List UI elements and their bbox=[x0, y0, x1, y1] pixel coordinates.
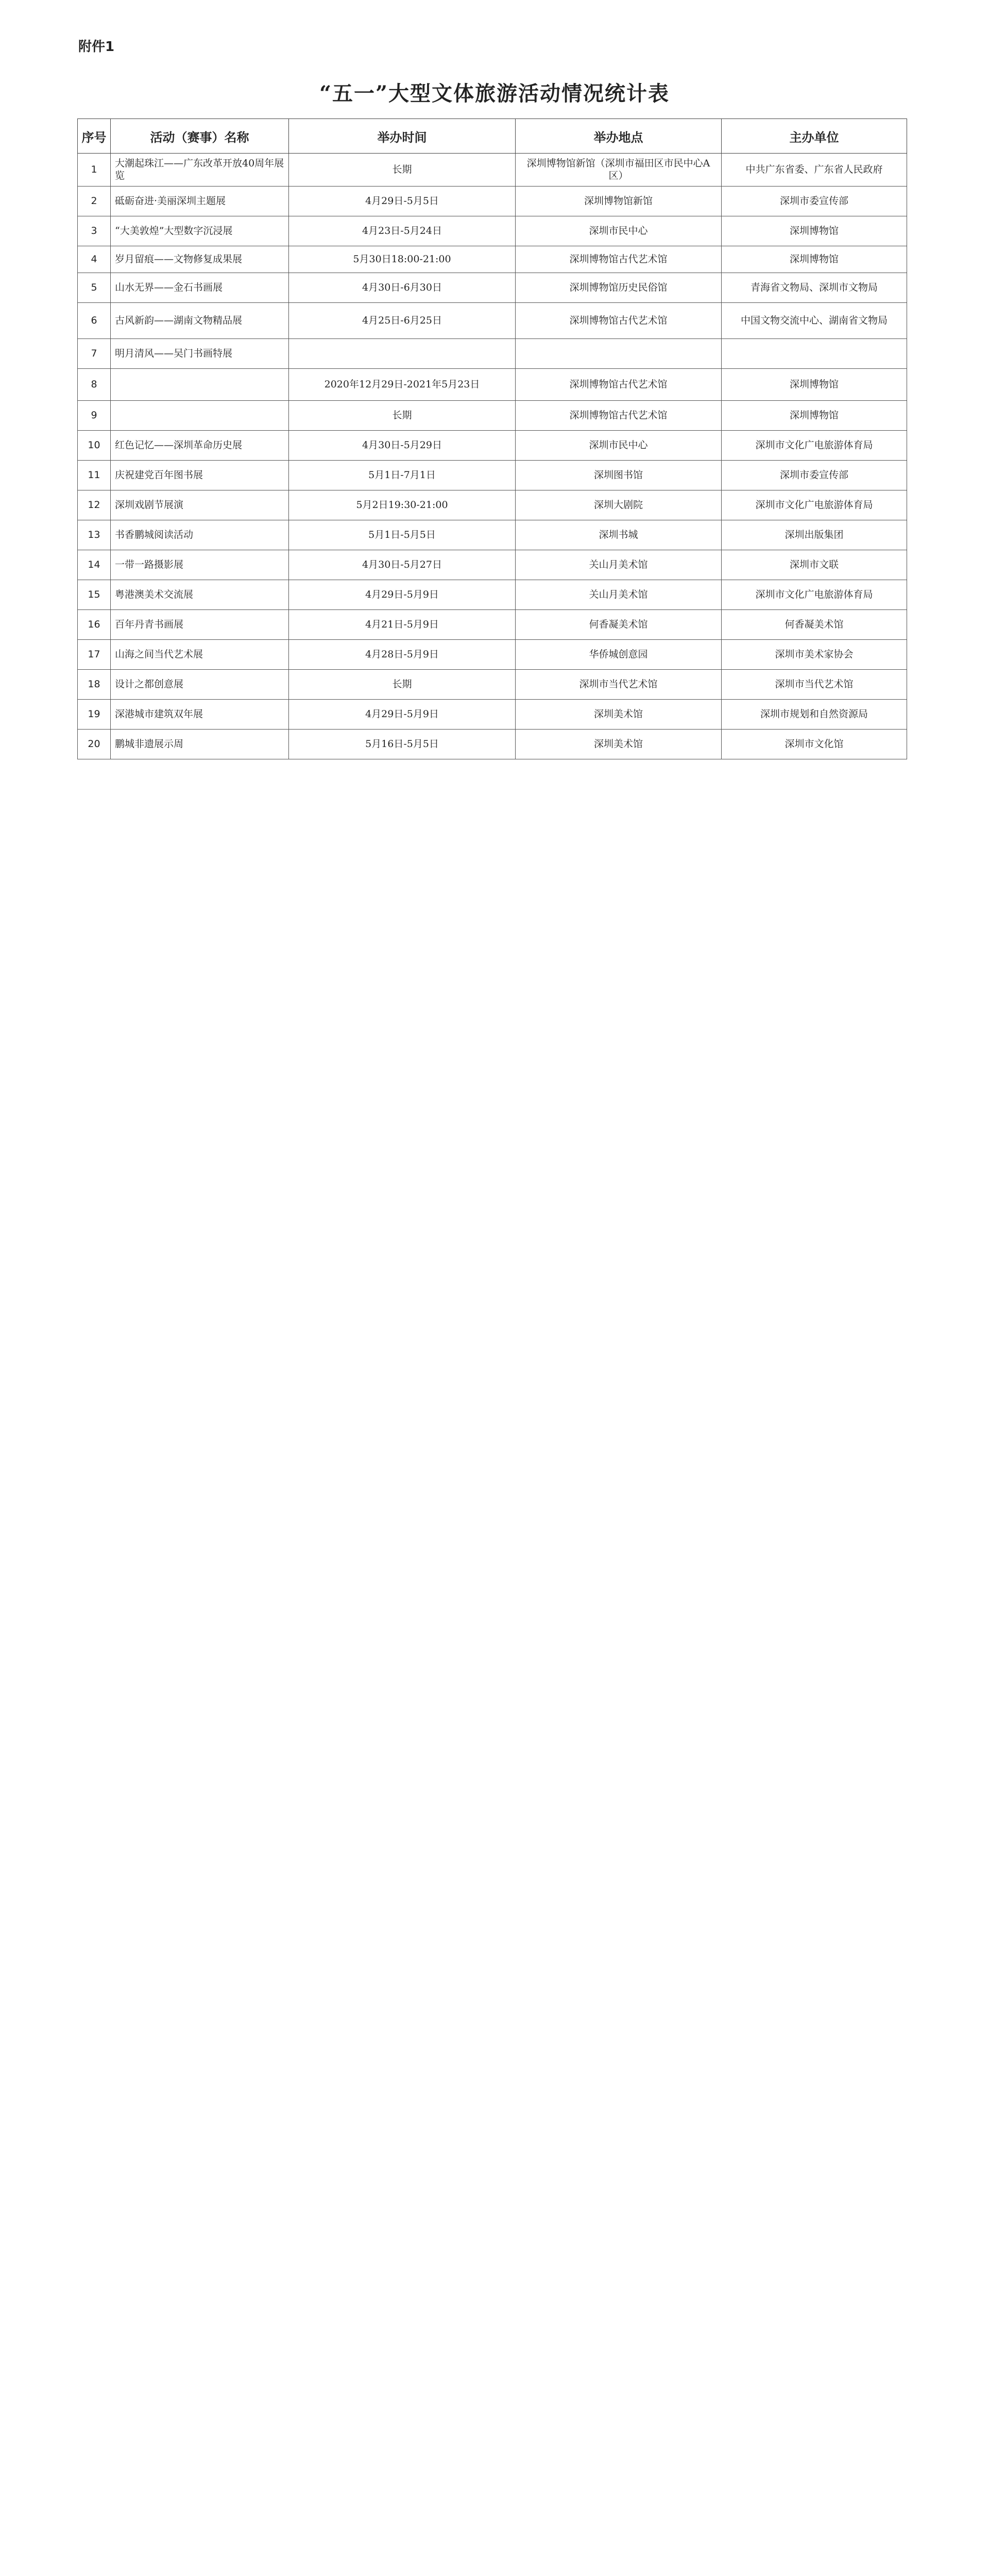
organizer: 深圳市美术家协会 bbox=[722, 640, 907, 670]
row-number: 16 bbox=[78, 610, 111, 640]
activity-place: 深圳美术馆 bbox=[516, 730, 722, 759]
appendix-label: 附件1 bbox=[78, 39, 115, 55]
row-number: 11 bbox=[78, 461, 111, 490]
organizer: 中国文物交流中心、湖南省文物局 bbox=[722, 303, 907, 339]
activity-name: 一带一路摄影展 bbox=[111, 550, 289, 580]
table-row bbox=[78, 187, 907, 216]
organizer: 深圳市规划和自然资源局 bbox=[722, 700, 907, 730]
row-number: 6 bbox=[78, 303, 111, 339]
organizer: 深圳市文化广电旅游体育局 bbox=[722, 490, 907, 520]
activity-place: 深圳大剧院 bbox=[516, 490, 722, 520]
row-number: 7 bbox=[78, 339, 111, 369]
activity-name: 设计之都创意展 bbox=[111, 670, 289, 700]
activity-name: 古风新韵——湖南文物精品展 bbox=[111, 303, 289, 339]
table-body bbox=[78, 154, 907, 759]
header-time: 举办时间 bbox=[289, 119, 516, 154]
activity-name: 百年丹青书画展 bbox=[111, 610, 289, 640]
activity-name: 明月清风——吴门书画特展 bbox=[111, 339, 289, 369]
activity-time: 4月29日-5月5日 bbox=[289, 187, 516, 216]
activity-name: 鹏城非遗展示周 bbox=[111, 730, 289, 759]
activity-time: 5月2日19:30-21:00 bbox=[289, 490, 516, 520]
organizer: 中共广东省委、广东省人民政府 bbox=[722, 154, 907, 187]
activity-name bbox=[111, 401, 289, 431]
activity-place: 深圳市民中心 bbox=[516, 431, 722, 461]
activity-time: 长期 bbox=[289, 154, 516, 187]
activity-place: 深圳美术馆 bbox=[516, 700, 722, 730]
activity-time: 2020年12月29日-2021年5月23日 bbox=[289, 369, 516, 401]
activity-place: 深圳博物馆新馆 bbox=[516, 187, 722, 216]
activity-name: 红色记忆——深圳革命历史展 bbox=[111, 431, 289, 461]
row-number: 18 bbox=[78, 670, 111, 700]
row-number: 3 bbox=[78, 216, 111, 246]
row-number: 1 bbox=[78, 154, 111, 187]
table-row bbox=[78, 431, 907, 461]
organizer: 何香凝美术馆 bbox=[722, 610, 907, 640]
activity-time: 5月1日-7月1日 bbox=[289, 461, 516, 490]
activity-place: 深圳书城 bbox=[516, 520, 722, 550]
activity-place: 深圳博物馆新馆（深圳市福田区市民中心A区） bbox=[516, 154, 722, 187]
table-row bbox=[78, 401, 907, 431]
activity-place: 关山月美术馆 bbox=[516, 550, 722, 580]
activity-time: 5月16日-5月5日 bbox=[289, 730, 516, 759]
organizer: 深圳博物馆 bbox=[722, 369, 907, 401]
row-number: 15 bbox=[78, 580, 111, 610]
table-row bbox=[78, 730, 907, 759]
activity-place: 深圳博物馆历史民俗馆 bbox=[516, 273, 722, 303]
table-row bbox=[78, 490, 907, 520]
activity-time: 4月30日-5月27日 bbox=[289, 550, 516, 580]
activity-time: 4月28日-5月9日 bbox=[289, 640, 516, 670]
organizer: 深圳市文化馆 bbox=[722, 730, 907, 759]
table-row bbox=[78, 670, 907, 700]
header-organizer: 主办单位 bbox=[722, 119, 907, 154]
table-row bbox=[78, 339, 907, 369]
activity-name: 大潮起珠江——广东改革开放40周年展览 bbox=[111, 154, 289, 187]
activity-place: 深圳博物馆古代艺术馆 bbox=[516, 303, 722, 339]
row-number: 17 bbox=[78, 640, 111, 670]
organizer: 深圳市文联 bbox=[722, 550, 907, 580]
activity-place: 深圳图书馆 bbox=[516, 461, 722, 490]
row-number: 12 bbox=[78, 490, 111, 520]
activity-table bbox=[77, 118, 907, 759]
row-number: 13 bbox=[78, 520, 111, 550]
activity-time: 4月29日-5月9日 bbox=[289, 580, 516, 610]
row-number: 9 bbox=[78, 401, 111, 431]
table-row bbox=[78, 154, 907, 187]
table-header-row bbox=[78, 119, 907, 154]
activity-place: 深圳博物馆古代艺术馆 bbox=[516, 246, 722, 273]
activity-name: 砥砺奋进·美丽深圳主题展 bbox=[111, 187, 289, 216]
row-number: 5 bbox=[78, 273, 111, 303]
activity-time: 5月30日18:00-21:00 bbox=[289, 246, 516, 273]
activity-name: 深圳戏剧节展演 bbox=[111, 490, 289, 520]
activity-time: 5月1日-5月5日 bbox=[289, 520, 516, 550]
page-title: “五一”大型文体旅游活动情况统计表 bbox=[319, 81, 670, 106]
table-row bbox=[78, 610, 907, 640]
activity-name: 书香鹏城阅读活动 bbox=[111, 520, 289, 550]
organizer: 深圳博物馆 bbox=[722, 401, 907, 431]
organizer: 深圳市当代艺术馆 bbox=[722, 670, 907, 700]
activity-name: 粤港澳美术交流展 bbox=[111, 580, 289, 610]
activity-time: 4月30日-6月30日 bbox=[289, 273, 516, 303]
organizer: 深圳博物馆 bbox=[722, 246, 907, 273]
table-row bbox=[78, 216, 907, 246]
row-number: 4 bbox=[78, 246, 111, 273]
row-number: 10 bbox=[78, 431, 111, 461]
activity-place: 何香凝美术馆 bbox=[516, 610, 722, 640]
table-row bbox=[78, 246, 907, 273]
row-number: 20 bbox=[78, 730, 111, 759]
activity-time: 长期 bbox=[289, 670, 516, 700]
activity-name: 山海之间当代艺术展 bbox=[111, 640, 289, 670]
organizer: 深圳出版集团 bbox=[722, 520, 907, 550]
table-row bbox=[78, 303, 907, 339]
row-number: 14 bbox=[78, 550, 111, 580]
table-row bbox=[78, 550, 907, 580]
table-row bbox=[78, 640, 907, 670]
activity-time: 4月21日-5月9日 bbox=[289, 610, 516, 640]
table-row bbox=[78, 700, 907, 730]
header-place: 举办地点 bbox=[516, 119, 722, 154]
activity-place bbox=[516, 339, 722, 369]
activity-name: 山水无界——金石书画展 bbox=[111, 273, 289, 303]
header-number: 序号 bbox=[78, 119, 111, 154]
row-number: 19 bbox=[78, 700, 111, 730]
organizer: 深圳市委宣传部 bbox=[722, 461, 907, 490]
table-row bbox=[78, 520, 907, 550]
organizer: 深圳市文化广电旅游体育局 bbox=[722, 431, 907, 461]
activity-place: 深圳市民中心 bbox=[516, 216, 722, 246]
activity-name: 庆祝建党百年图书展 bbox=[111, 461, 289, 490]
table-row bbox=[78, 273, 907, 303]
activity-name: 岁月留痕——文物修复成果展 bbox=[111, 246, 289, 273]
header-activity-name: 活动（赛事）名称 bbox=[111, 119, 289, 154]
row-number: 8 bbox=[78, 369, 111, 401]
organizer: 青海省文物局、深圳市文物局 bbox=[722, 273, 907, 303]
activity-time bbox=[289, 339, 516, 369]
activity-name: 深港城市建筑双年展 bbox=[111, 700, 289, 730]
organizer: 深圳博物馆 bbox=[722, 216, 907, 246]
activity-place: 深圳博物馆古代艺术馆 bbox=[516, 369, 722, 401]
activity-place: 深圳博物馆古代艺术馆 bbox=[516, 401, 722, 431]
activity-name: “大美敦煌”大型数字沉浸展 bbox=[111, 216, 289, 246]
activity-place: 华侨城创意园 bbox=[516, 640, 722, 670]
organizer bbox=[722, 339, 907, 369]
organizer: 深圳市文化广电旅游体育局 bbox=[722, 580, 907, 610]
activity-time: 长期 bbox=[289, 401, 516, 431]
activity-place: 深圳市当代艺术馆 bbox=[516, 670, 722, 700]
activity-time: 4月30日-5月29日 bbox=[289, 431, 516, 461]
organizer: 深圳市委宣传部 bbox=[722, 187, 907, 216]
activity-time: 4月23日-5月24日 bbox=[289, 216, 516, 246]
row-number: 2 bbox=[78, 187, 111, 216]
activity-name bbox=[111, 369, 289, 401]
activity-time: 4月29日-5月9日 bbox=[289, 700, 516, 730]
table-row bbox=[78, 369, 907, 401]
activity-place: 关山月美术馆 bbox=[516, 580, 722, 610]
table-row bbox=[78, 461, 907, 490]
table-row bbox=[78, 580, 907, 610]
activity-time: 4月25日-6月25日 bbox=[289, 303, 516, 339]
